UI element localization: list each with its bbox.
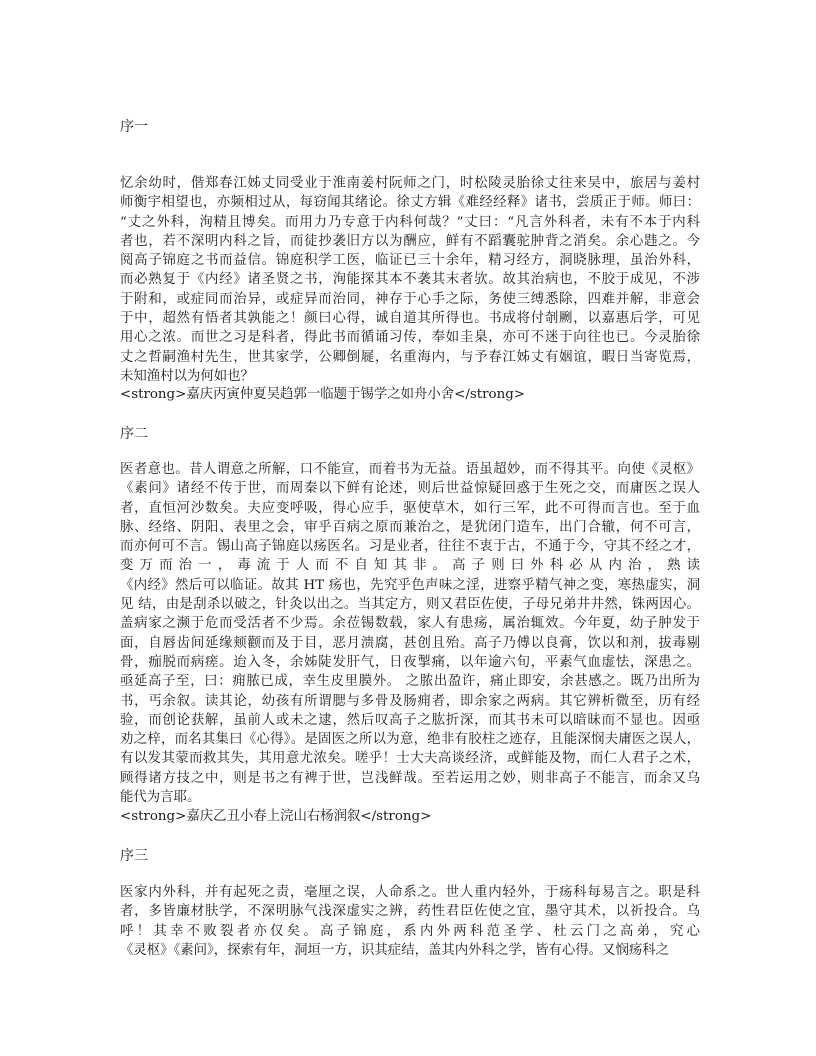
text-line: 骨，痂脱而病瘥。迨入冬，余姊陡发肝气，日夜掣痛，以年逾六旬，平素气血虚怯，深患之。 — [120, 654, 700, 670]
text-line: 书，丐余叙。读其论，幼孩有所谓腮与多骨及肠痈者，即余家之两病。其它辨析微至，历有经 — [120, 693, 700, 709]
text-line: 者，直恒河沙数矣。夫应变呼吸，得心应手，驱使草木，如行三军，此不可得而言也。至于血 — [120, 500, 700, 516]
preface-2-title: 序二 — [120, 426, 148, 442]
preface-1-signature: <strong>嘉庆丙寅仲夏吴趋郭一临题于锡学之如舟小舍</strong> — [120, 387, 526, 402]
text-line: 验，而创论获解，虽前人或未之逮，然后叹高子之肱折深，而其书未可以暗昧而不显也。因亟 — [120, 712, 700, 728]
text-line: 忆余幼时，偕郑春江姊丈同受业于淮南姜村阮师之门，时松陵灵胎徐丈往来吴中，旅居与姜村 — [120, 176, 700, 191]
preface-1-body — [120, 174, 700, 386]
text-line: 于中，超然有悟者其孰能之！颜曰心得，诚自道其所得也。书成将付剞劂，以嘉惠后学，可见 — [120, 311, 700, 327]
text-line: 医家内外科，并有起死之责，毫厘之误，人命系之。世人重内轻外，于疡科每易言之。职是科 — [120, 885, 700, 900]
text-line: 者也，若不深明内科之旨，而徒抄袭旧方以为酬应，鲜有不蹈囊驼肿背之消矣。余心韪之。今 — [120, 233, 700, 249]
text-line: 亟延高子至，曰：痈脓已成，幸生皮里膜外。 之脓出盈许，痛止即安，余甚感之。既乃出所为 — [120, 674, 700, 690]
text-line: 呼！其幸不败裂者亦仅矣。高子锦庭，系内外两科范圣学、杜云门之高弟，究心 — [120, 923, 700, 939]
text-line: 有以发其蒙而救其失，其用意尤浓矣。嗟乎！士大夫高谈经济，或鲜能及物，而仁人君子之术， — [120, 751, 700, 767]
text-line: 能代为言耶。 — [120, 790, 201, 806]
text-line: 见 结，由是刮杀以破之，针灸以出之。当其定方，则又君臣佐使，子母兄弟井井然，铢两因心。 — [120, 597, 700, 613]
text-line: 师衡宇相望也，亦频相过从，每窃闻其绪论。徐丈方辑《难经经释》诸书，尝质正于师。师曰： — [120, 195, 700, 211]
text-line: 面，自唇齿间延缘颊颧而及于目，恶月溃腐，甚创且殆。高子乃傅以良膏，饮以和剂，拔毒剔 — [120, 635, 700, 651]
preface-3-body — [120, 883, 700, 960]
text-line: “丈之外科，洵精且博矣。而用力乃专意于内科何哉？”丈曰：“凡言外科者，未有不本于内科 — [120, 214, 700, 230]
text-line: 用心之浓。而世之习是科者，得此书而循诵习传，奉如圭臬，亦可不迷于向往也已。今灵胎徐 — [120, 330, 700, 346]
text-line: 变万而治一，毒流于人而不自知其非。高子则曰外科必从内治，熟读 — [120, 558, 700, 574]
text-line: 而亦何可不言。锡山高子锦庭以疡医名。习是业者，往往不衷于古，不通于今，守其不经之才， — [120, 539, 700, 555]
text-line: 医者意也。昔人谓意之所解，口不能宣，而着书为无益。语虽超妙，而不得其平。向使《灵枢》 — [120, 462, 700, 477]
text-line: 《素问》诸经不传于世，而周秦以下鲜有论述，则后世益惊疑回惑于生死之交，而庸医之误人 — [120, 481, 700, 497]
text-line: 丈之哲嗣渔村先生，世其家学，公卿倒屣，名重海内，与予春江姊丈有姻谊，暇日当寄览焉， — [120, 349, 700, 365]
text-line: 脉、经络、阴阳、表里之会，审乎百病之原而兼治之，是犹闭门造车，出门合辙，何不可言， — [120, 519, 700, 535]
preface-2-signature: <strong>嘉庆乙丑小春上浣山右杨润叙</strong> — [120, 809, 432, 824]
text-line: 而必熟复于《内经》诸圣贤之书，洵能探其本不袭其末者欤。故其治病也，不胶于成见，不涉 — [120, 272, 700, 288]
text-line: 顾得诸方技之中，则是书之有裨于世，岂浅鲜哉。至若运用之妙，则非高子不能言，而余又乌 — [120, 770, 700, 786]
text-line: 劝之梓，而名其集曰《心得》。是固医之所以为意，绝非有胶柱之迹存，且能深悯夫庸医之误人， — [120, 732, 700, 748]
preface-2-body — [120, 460, 700, 807]
text-line: 《灵枢》《素问》，探索有年，洞垣一方，识其症结，盖其内外科之学，皆有心得。又悯疡科之 — [120, 942, 670, 958]
text-line: 盖病家之濒于危而受活者不少焉。余莅锡数载，家人有患疡，属治辄效。今年夏，幼子肿发于 — [120, 616, 700, 632]
preface-1-title: 序一 — [120, 119, 148, 135]
preface-3-title: 序三 — [120, 848, 148, 864]
text-line: 未知渔村以为何如也？ — [120, 368, 254, 384]
text-line: 《内经》然后可以临证。故其 HT 疡也，先究乎色声味之淫，进察乎精气神之变，寒热虚实，洞 — [120, 577, 700, 593]
text-line: 者，多皆廉材肤学，不深明脉气浅深虚实之辨，药性君臣佐使之宜，墨守其术，以祈投合。乌 — [120, 904, 700, 920]
text-line: 阅高子锦庭之书而益信。锦庭积学工医，临证已三十余年，精习经方，洞晓脉理，虽治外科， — [120, 253, 700, 269]
text-line: 于附和，或症同而治异，或症异而治同，神存于心手之际，务使三缚悉除，四难并解，非意会 — [120, 291, 700, 307]
